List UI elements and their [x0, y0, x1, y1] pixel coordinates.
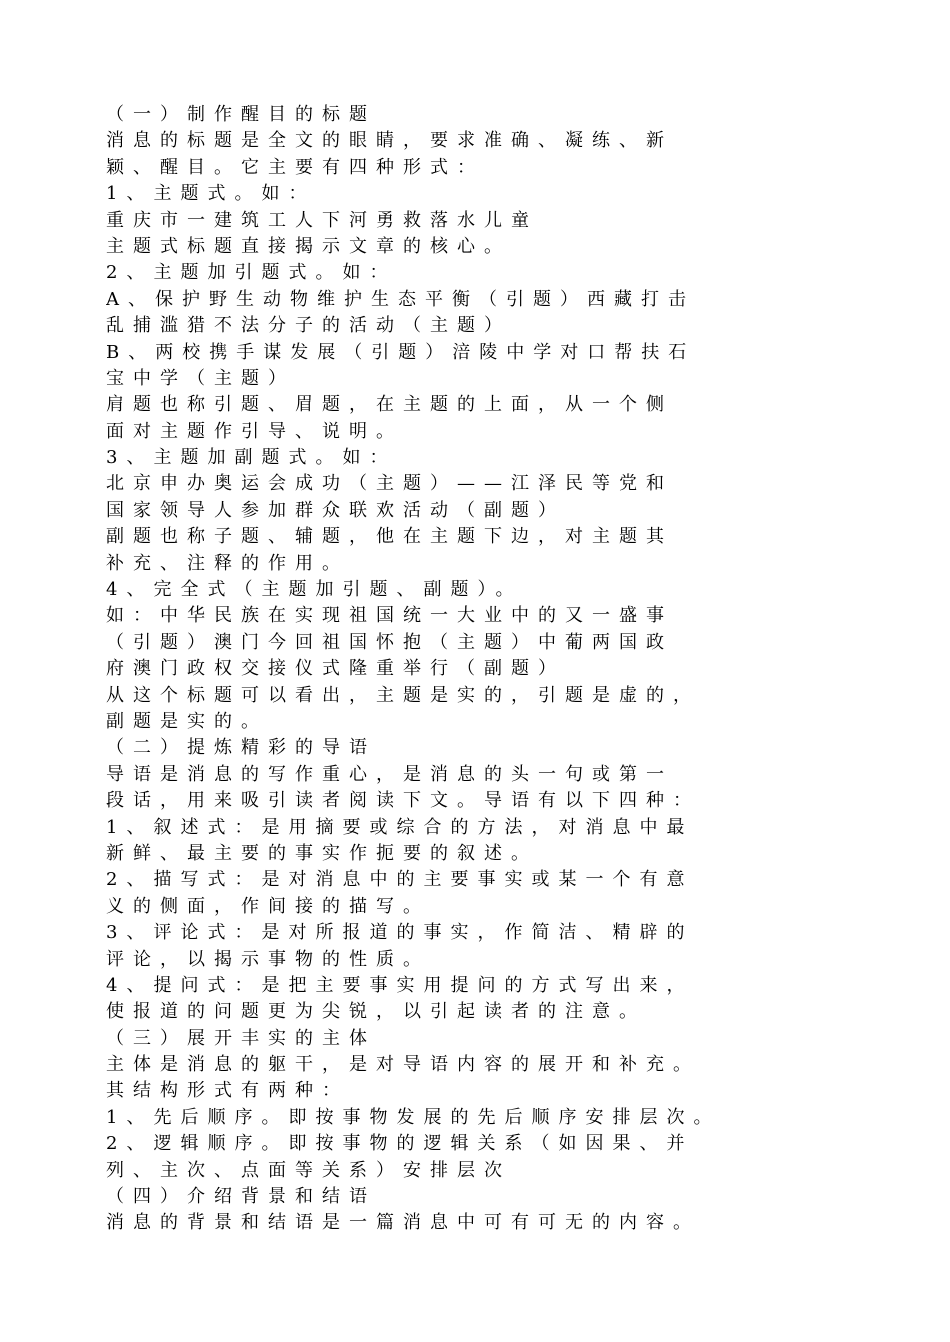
section-heading: （三）展开丰实的主体 — [106, 1027, 376, 1049]
text-line: 列、主次、点面等关系）安排层次 — [106, 1159, 511, 1181]
text-line: 1、叙述式：是用摘要或综合的方法，对消息中最 — [106, 816, 694, 838]
text-line: 国家领导人参加群众联欢活动（副题） — [106, 499, 565, 521]
text-line: 1、先后顺序。即按事物发展的先后顺序安排层次。 — [106, 1106, 721, 1128]
text-line: 从这个标题可以看出，主题是实的，引题是虚的， — [106, 684, 700, 706]
text-line: 新鲜、最主要的事实作扼要的叙述。 — [106, 842, 538, 864]
text-line: 2、主题加引题式。如： — [106, 262, 397, 284]
section-heading: （一）制作醒目的标题 — [106, 104, 376, 125]
text-line: 4、完全式（主题加引题、副题）。 — [106, 579, 523, 601]
text-line: 府澳门政权交接仪式隆重举行（副题） — [106, 658, 565, 680]
text-line: 副题是实的。 — [106, 710, 268, 732]
text-line: 北京申办奥运会成功（主题）——江泽民等党和 — [106, 473, 673, 495]
text-line: 主体是消息的躯干，是对导语内容的展开和补充。 — [106, 1054, 700, 1076]
text-line: A、保护野生动物维护生态平衡（引题）西藏打击 — [106, 288, 695, 310]
text-line: （引题）澳门今回祖国怀抱（主题）中葡两国政 — [106, 631, 673, 653]
text-line: 颖、醒目。它主要有四种形式： — [106, 156, 484, 178]
text-line: 义的侧面，作间接的描写。 — [106, 895, 430, 917]
text-line: 其结构形式有两种： — [106, 1080, 349, 1102]
text-line: B、两校携手谋发展（引题）涪陵中学对口帮扶石 — [106, 341, 696, 363]
text-line: 重庆市一建筑工人下河勇救落水儿童 — [106, 209, 538, 231]
text-line: 消息的标题是全文的眼睛，要求准确、凝练、新 — [106, 130, 673, 152]
text-line: 3、主题加副题式。如： — [106, 447, 397, 469]
text-line: 乱捕滥猎不法分子的活动（主题） — [106, 315, 511, 337]
text-line: 评论，以揭示事物的性质。 — [106, 948, 430, 970]
text-line: 使报道的问题更为尖锐，以引起读者的注意。 — [106, 1001, 646, 1023]
text-line: 导语是消息的写作重心，是消息的头一句或第一 — [106, 763, 673, 785]
text-line: 消息的背景和结语是一篇消息中可有可无的内容。 — [106, 1212, 700, 1234]
text-line: 4、提问式：是把主要事实用提问的方式写出来， — [106, 974, 694, 996]
text-line: 肩题也称引题、眉题，在主题的上面，从一个侧 — [106, 394, 673, 416]
text-line: 补充、注释的作用。 — [106, 552, 349, 574]
text-line: 面对主题作引导、说明。 — [106, 420, 403, 442]
text-line: 2、描写式：是对消息中的主要事实或某一个有意 — [106, 869, 694, 891]
section-heading: （二）提炼精彩的导语 — [106, 737, 376, 759]
section-heading: （四）介绍背景和结语 — [106, 1186, 376, 1208]
text-line: 段话，用来吸引读者阅读下文。导语有以下四种： — [106, 790, 700, 812]
text-line: 1、主题式。如： — [106, 183, 316, 205]
text-line: 2、逻辑顺序。即按事物的逻辑关系（如因果、并 — [106, 1133, 694, 1155]
text-line: 宝中学（主题） — [106, 367, 295, 389]
text-line: 副题也称子题、辅题，他在主题下边，对主题其 — [106, 526, 673, 548]
document-body — [106, 102, 876, 1237]
text-line: 3、评论式：是对所报道的事实，作简洁、精辟的 — [106, 922, 694, 944]
text-line: 主题式标题直接揭示文章的核心。 — [106, 235, 511, 257]
text-line: 如：中华民族在实现祖国统一大业中的又一盛事 — [106, 605, 673, 627]
